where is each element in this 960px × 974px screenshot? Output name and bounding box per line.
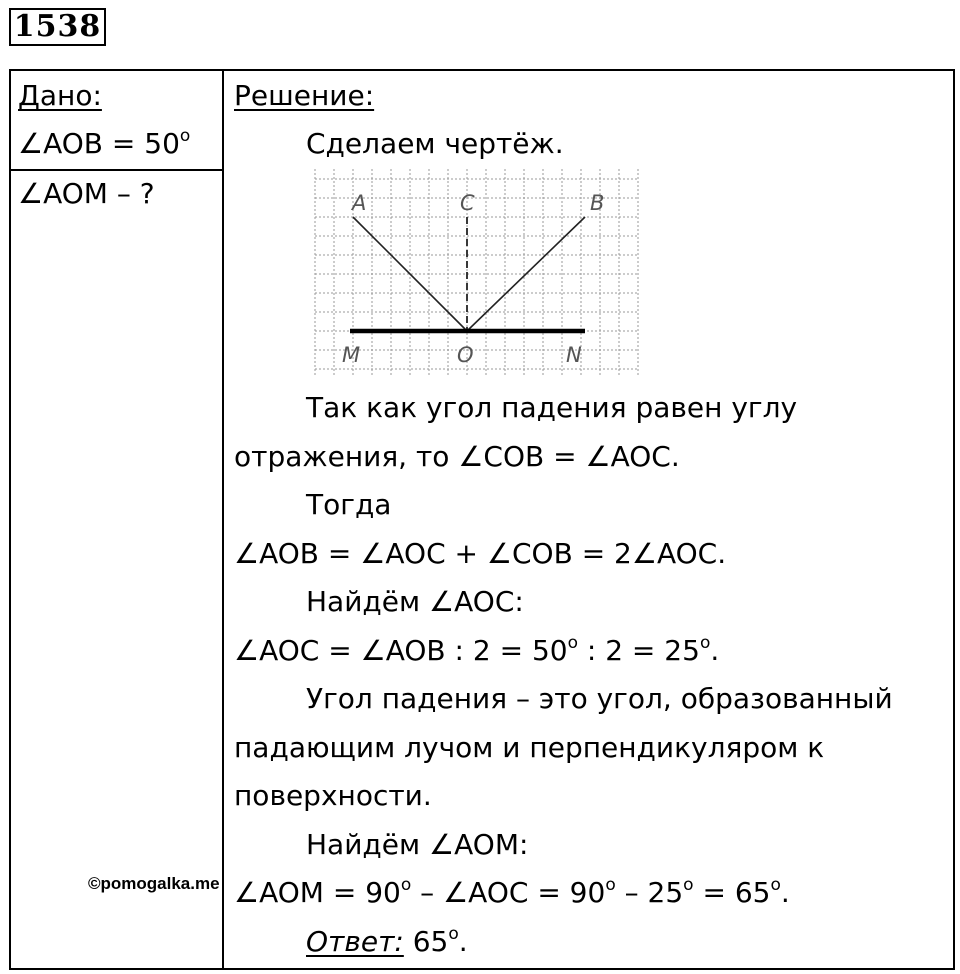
solution-line-11: Найдём ∠AOM: xyxy=(306,828,529,861)
solution-line-2: Так как угол падения равен углу xyxy=(306,391,798,424)
problem-number: 1538 xyxy=(9,8,106,46)
solution-line-6: Найдём ∠AOC: xyxy=(306,585,524,618)
column-divider xyxy=(222,69,224,970)
solution-line-8: Угол падения – это угол, образованный xyxy=(306,682,893,715)
solution-heading: Решение: xyxy=(234,79,375,112)
label-c: C xyxy=(460,191,475,215)
given-divider xyxy=(9,169,223,171)
answer-label: Ответ: xyxy=(306,925,404,958)
solution-line-1: Сделаем чертёж. xyxy=(306,127,564,160)
label-n: N xyxy=(566,343,582,367)
find-angle: ∠AOM – ? xyxy=(18,177,155,210)
solution-line-12: ∠AOM = $90^о$ – ∠AOC = $90^о - 25^о = 65^о$. xyxy=(234,875,790,909)
solution-line-7: ∠AOC = ∠AOB : $2 = 50^о$ : $2 = 25^о$. xyxy=(234,633,720,667)
label-a: A xyxy=(352,191,367,215)
answer-line: Ответ: $65^о$. xyxy=(306,924,468,958)
reflection-drawing xyxy=(300,165,645,380)
solution-line-5: ∠AOB = ∠AOC + ∠COB = 2∠AOC. xyxy=(234,537,727,570)
given-heading: Дано: xyxy=(18,79,102,112)
solution-line-4: Тогда xyxy=(306,488,392,521)
solution-line-3: отражения, то ∠COB = ∠AOC. xyxy=(234,440,680,473)
given-angle: ∠AOB = $50^о$ xyxy=(18,126,191,160)
solution-line-9: падающим лучом и перпендикуляром к xyxy=(234,731,825,764)
label-o: O xyxy=(457,343,474,367)
watermark: ©pomogalka.me xyxy=(88,874,220,893)
solution-line-10: поверхности. xyxy=(234,779,432,812)
label-b: B xyxy=(590,191,605,215)
label-m: M xyxy=(342,343,361,367)
